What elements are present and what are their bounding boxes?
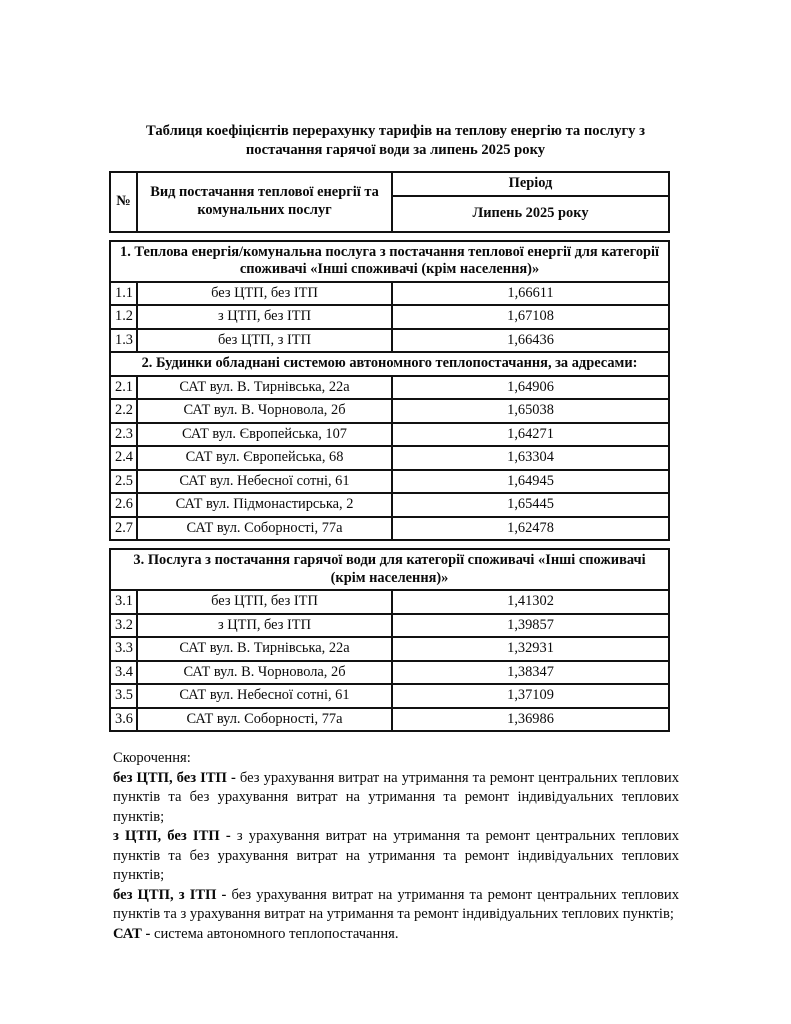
row-value: 1,65038 xyxy=(392,399,669,423)
row-number: 1.2 xyxy=(110,305,137,329)
row-number: 2.7 xyxy=(110,517,137,541)
header-cell-number: № xyxy=(110,172,137,232)
row-value: 1,62478 xyxy=(392,517,669,541)
row-number: 1.3 xyxy=(110,329,137,353)
section-2-title: 2. Будинки обладнані системою автономного теплопостачання, за адресами: xyxy=(110,352,669,376)
table-row xyxy=(110,446,669,470)
row-number: 2.2 xyxy=(110,399,137,423)
section-3-table xyxy=(109,548,670,732)
table-row xyxy=(110,517,669,541)
abbreviation-item xyxy=(113,925,679,945)
row-number: 2.6 xyxy=(110,493,137,517)
row-number: 3.4 xyxy=(110,661,137,685)
abbreviations-heading: Скорочення: xyxy=(113,750,191,766)
document-title xyxy=(0,0,791,160)
row-value: 1,37109 xyxy=(392,684,669,708)
row-number: 2.3 xyxy=(110,423,137,447)
table-row xyxy=(110,493,669,517)
row-label: САТ вул. В. Чорновола, 2б xyxy=(137,399,392,423)
row-label: без ЦТП, без ІТП xyxy=(137,590,392,614)
row-value: 1,63304 xyxy=(392,446,669,470)
section-3-title: 3. Послуга з постачання гарячої води для категорії споживачі «Інші споживачі (крім населення)» xyxy=(110,549,669,590)
row-label: САТ вул. Європейська, 68 xyxy=(137,446,392,470)
table-row xyxy=(110,684,669,708)
row-label: САТ вул. В. Тирнівська, 22а xyxy=(137,376,392,400)
row-value: 1,41302 xyxy=(392,590,669,614)
row-value: 1,36986 xyxy=(392,708,669,732)
row-number: 3.3 xyxy=(110,637,137,661)
section-3-banner-row xyxy=(110,549,669,590)
row-number: 2.5 xyxy=(110,470,137,494)
table-row xyxy=(110,661,669,685)
row-value: 1,39857 xyxy=(392,614,669,638)
abbreviation-item xyxy=(113,886,679,925)
row-label: САТ вул. Європейська, 107 xyxy=(137,423,392,447)
row-number: 3.6 xyxy=(110,708,137,732)
row-number: 3.5 xyxy=(110,684,137,708)
abbreviation-definition: без урахування витрат на утримання та ремонт центральних теплових пунктів та без урахування витрат на утримання та ремонт індивідуальних теплових пунктів; xyxy=(113,769,679,825)
abbreviation-item xyxy=(113,769,679,828)
document-title-text: Таблиця коефіцієнтів перерахунку тарифів на теплову енергію та послугу з постачання гарячої води за липень 2025 року xyxy=(146,123,645,158)
header-row-top xyxy=(110,172,669,196)
abbreviations-section xyxy=(113,749,679,944)
abbreviation-definition: система автономного теплопостачання. xyxy=(150,925,399,942)
row-number: 1.1 xyxy=(110,282,137,306)
table-row xyxy=(110,376,669,400)
row-number: 2.4 xyxy=(110,446,137,470)
row-label: САТ вул. Соборності, 77а xyxy=(137,517,392,541)
sections-1-2-table xyxy=(109,240,670,542)
abbreviation-term: з ЦТП, без ІТП - xyxy=(113,828,231,844)
row-label: САТ вул. В. Чорновола, 2б xyxy=(137,661,392,685)
row-label: з ЦТП, без ІТП xyxy=(137,305,392,329)
row-value: 1,64271 xyxy=(392,423,669,447)
abbreviation-item xyxy=(113,827,679,886)
row-label: САТ вул. Небесної сотні, 61 xyxy=(137,684,392,708)
abbreviation-definition: без урахування витрат на утримання та ремонт центральних теплових пунктів та з урахування витрат на утримання та ремонт індивідуальних теплових пунктів; xyxy=(113,886,679,922)
row-label: з ЦТП, без ІТП xyxy=(137,614,392,638)
row-value: 1,38347 xyxy=(392,661,669,685)
table-row xyxy=(110,637,669,661)
row-value: 1,64906 xyxy=(392,376,669,400)
section-1-title: 1. Теплова енергія/комунальна послуга з постачання теплової енергії для категорії споживачі «Інші споживачі (крім населення)» xyxy=(110,241,669,282)
table-row xyxy=(110,590,669,614)
row-number: 3.2 xyxy=(110,614,137,638)
row-value: 1,66611 xyxy=(392,282,669,306)
abbreviation-term: САТ - xyxy=(113,925,151,942)
row-label: САТ вул. В. Тирнівська, 22а xyxy=(137,637,392,661)
table-row xyxy=(110,708,669,732)
header-cell-service: Вид постачання теплової енергії та комунальних послуг xyxy=(137,172,392,232)
row-label: САТ вул. Підмонастирська, 2 xyxy=(137,493,392,517)
section-1-banner-row xyxy=(110,241,669,282)
abbreviation-term: без ЦТП, з ІТП - xyxy=(113,886,227,903)
header-table xyxy=(109,171,670,233)
section-2-banner-row xyxy=(110,352,669,376)
row-label: без ЦТП, з ІТП xyxy=(137,329,392,353)
table-row xyxy=(110,282,669,306)
row-label: САТ вул. Небесної сотні, 61 xyxy=(137,470,392,494)
row-label: САТ вул. Соборності, 77а xyxy=(137,708,392,732)
header-cell-month: Липень 2025 року xyxy=(392,196,669,232)
table-row xyxy=(110,329,669,353)
table-row xyxy=(110,423,669,447)
row-label: без ЦТП, без ІТП xyxy=(137,282,392,306)
row-value: 1,64945 xyxy=(392,470,669,494)
row-value: 1,65445 xyxy=(392,493,669,517)
abbreviation-definition: з урахування витрат на утримання та ремонт центральних теплових пунктів та без урахування витрат на утримання та ремонт індивідуальних теплових пунктів; xyxy=(113,828,679,883)
table-row xyxy=(110,614,669,638)
header-cell-period: Період xyxy=(392,172,669,196)
row-number: 2.1 xyxy=(110,376,137,400)
table-row xyxy=(110,399,669,423)
row-number: 3.1 xyxy=(110,590,137,614)
row-value: 1,67108 xyxy=(392,305,669,329)
row-value: 1,32931 xyxy=(392,637,669,661)
table-row xyxy=(110,470,669,494)
abbreviation-term: без ЦТП, без ІТП - xyxy=(113,769,236,786)
row-value: 1,66436 xyxy=(392,329,669,353)
table-row xyxy=(110,305,669,329)
